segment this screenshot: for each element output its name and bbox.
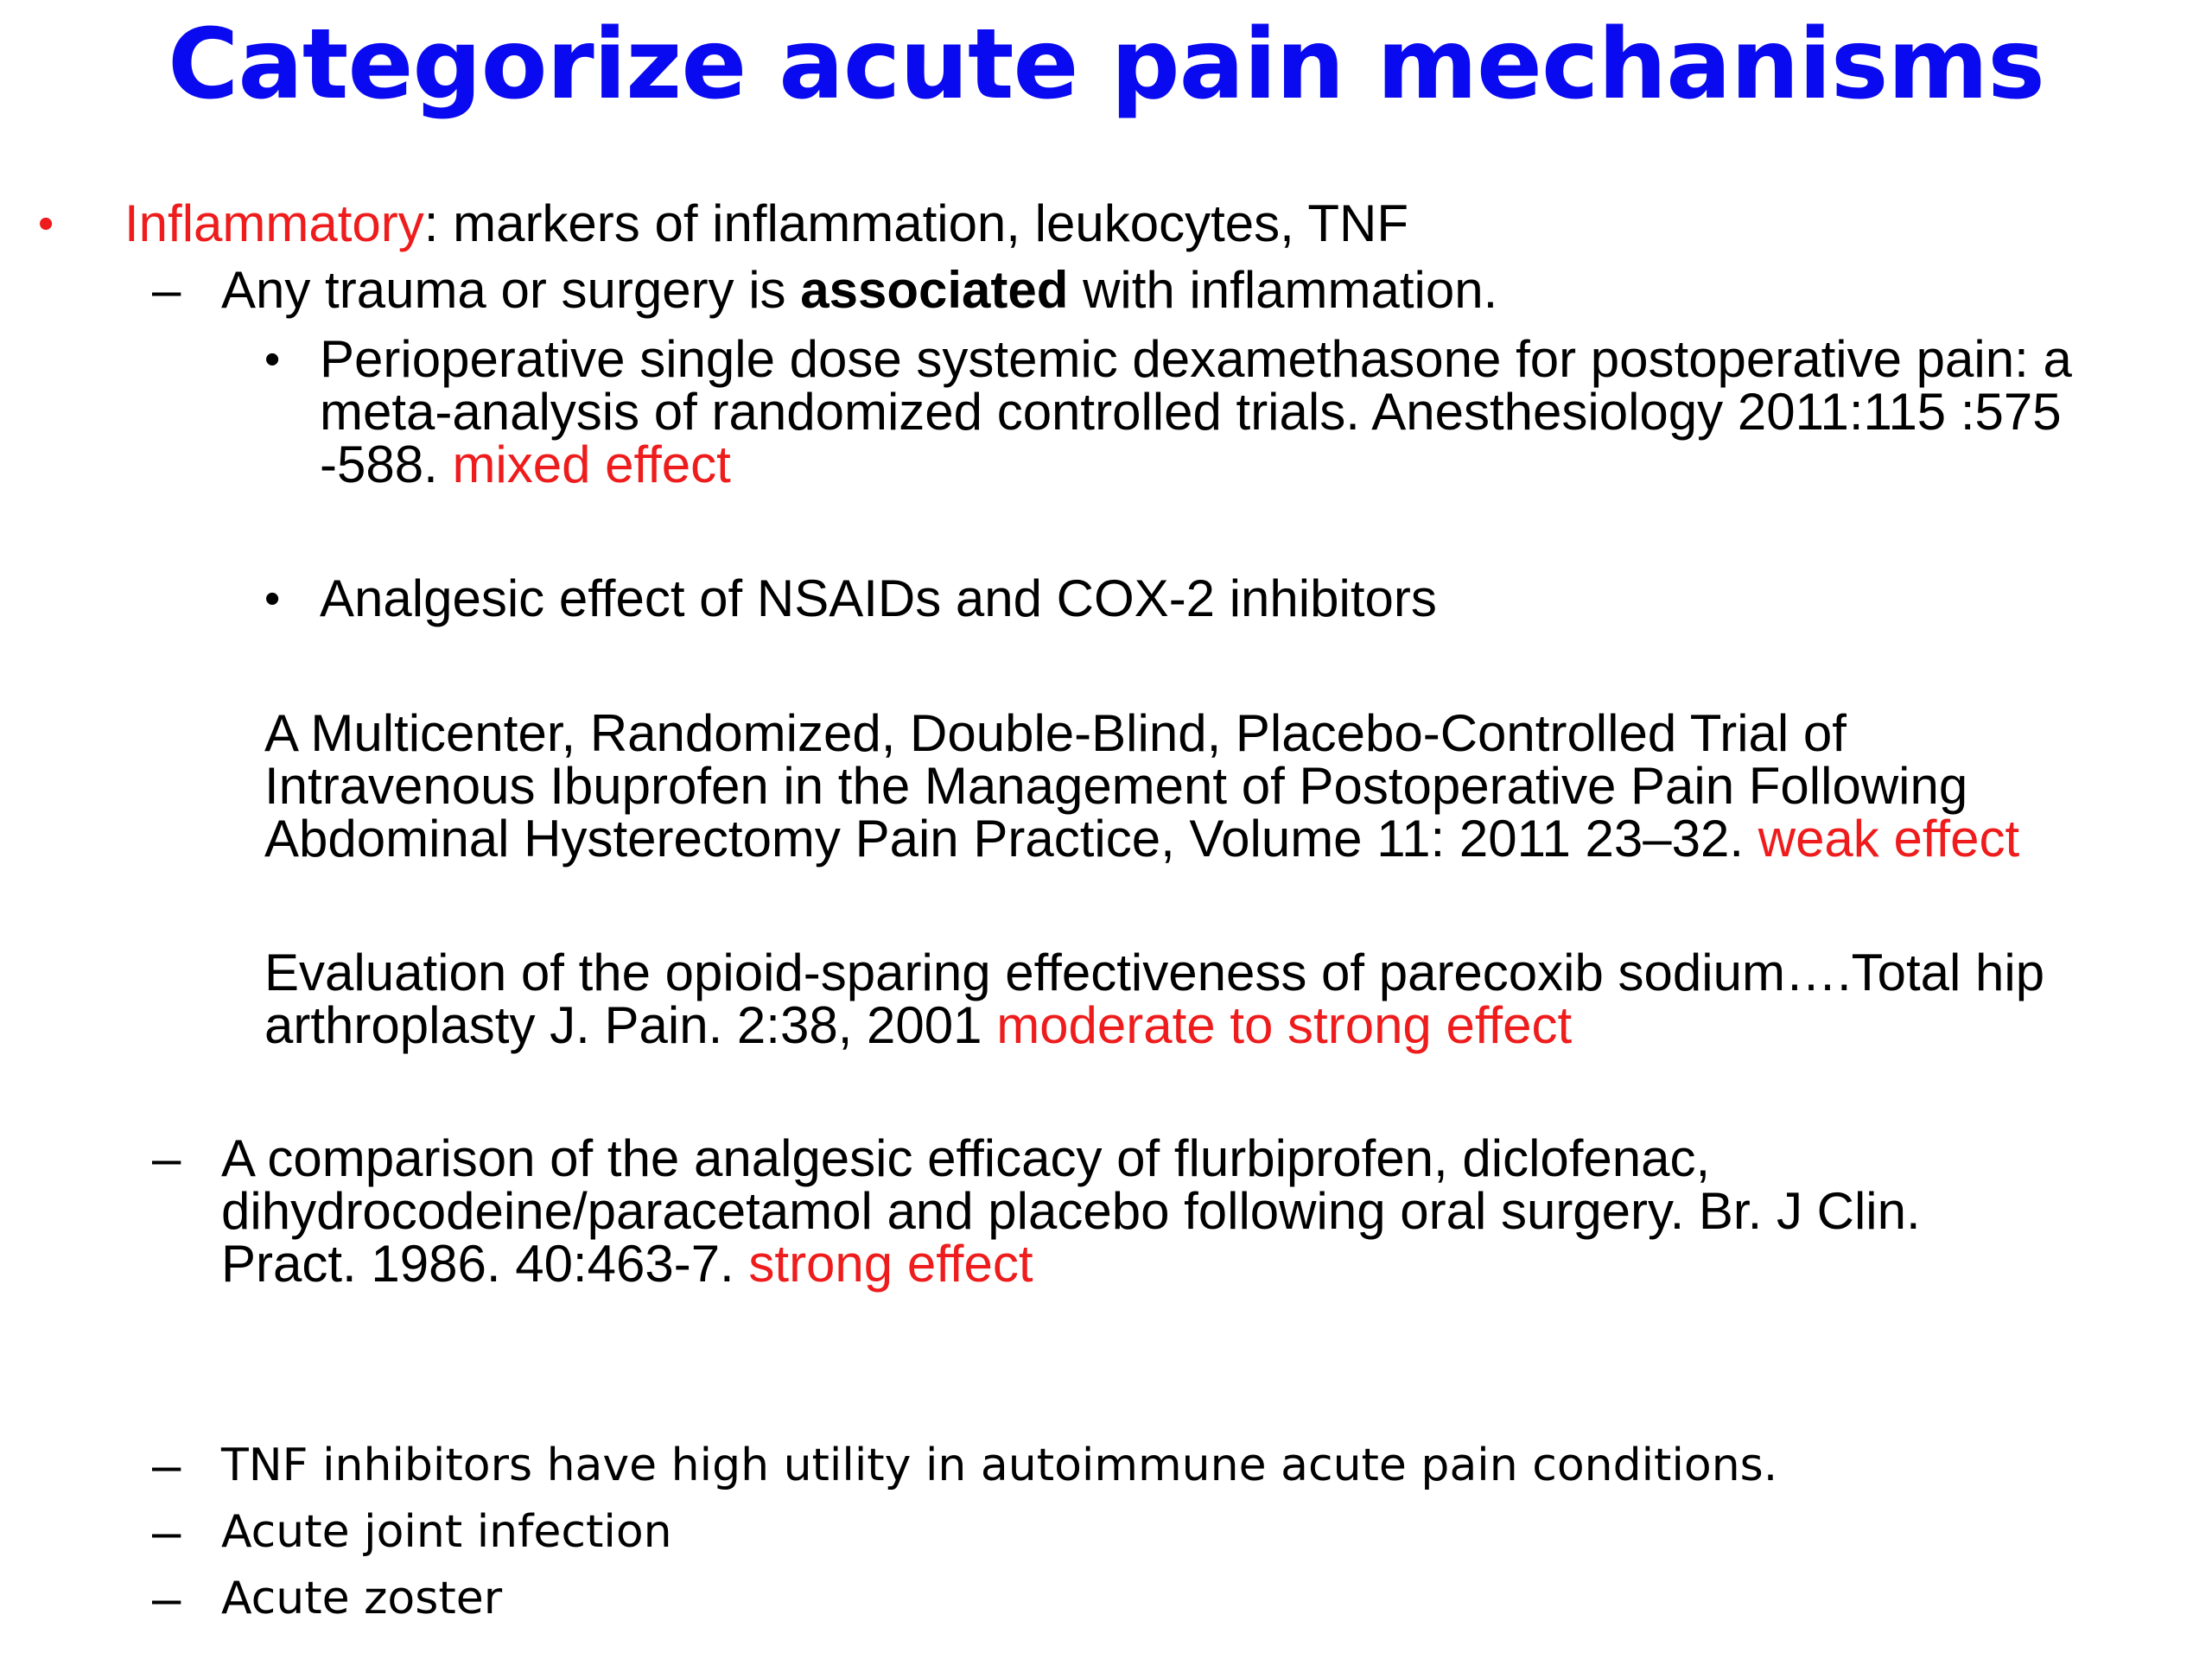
dash-marker: – <box>152 1436 181 1494</box>
ref-ibuprofen-line2: Intravenous Ibuprofen in the Management of Postoperative Pain Following <box>264 757 1968 815</box>
dot-marker: • <box>264 334 281 385</box>
sub-comparison-line3 <box>221 1237 1033 1291</box>
ref-dexamethasone-line1: Perioperative single dose systemic dexamethasone for postoperative pain: a <box>320 330 2072 388</box>
dot-marker: • <box>264 574 281 624</box>
sub-joint-infection: Acute joint infection <box>221 1506 672 1558</box>
bullet-marker: • <box>38 199 54 249</box>
dash-marker: – <box>152 1129 181 1187</box>
sub-tnf-inhibitors: TNF inhibitors have high utility in autoimmune acute pain conditions. <box>221 1440 1778 1491</box>
effect-strong: strong effect <box>748 1235 1033 1293</box>
sub-trauma-bold: associated <box>800 261 1069 319</box>
dash-marker: – <box>152 1569 181 1627</box>
dash-marker: – <box>152 1503 181 1560</box>
ref-dexamethasone-line3 <box>320 435 731 493</box>
ref-parecoxib-line2 <box>264 996 1573 1054</box>
sub-trauma-post: with inflammation. <box>1068 261 1498 319</box>
sub-comparison-citation: Pract. 1986. 40:463-7. <box>221 1235 749 1293</box>
ref-ibuprofen-line3 <box>264 812 2019 866</box>
effect-mixed: mixed effect <box>452 435 731 493</box>
ref-nsaids: Analgesic effect of NSAIDs and COX-2 inhibitors <box>320 569 1437 627</box>
bullet-inflammatory <box>124 194 1409 252</box>
sub-comparison-line1: A comparison of the analgesic efficacy of flurbiprofen, diclofenac, <box>221 1129 1711 1187</box>
inflammatory-label: Inflammatory <box>124 194 424 252</box>
ref-ibuprofen-citation: Abdominal Hysterectomy Pain Practice, Volume 11: 2011 23–32. <box>264 810 1758 868</box>
sub-trauma <box>221 261 1498 319</box>
ref-ibuprofen-line1: A Multicenter, Randomized, Double-Blind, Placebo-Controlled Trial of <box>264 704 1847 762</box>
ref-dexamethasone-line2: meta-analysis of randomized controlled trials. Anesthesiology 2011:115 :575 <box>320 383 2062 441</box>
slide-title: Categorize acute pain mechanisms <box>168 9 2044 121</box>
sub-trauma-pre: Any trauma or surgery is <box>221 261 801 319</box>
effect-moderate-strong: moderate to strong effect <box>996 996 1573 1054</box>
inflammatory-text: : markers of inflammation, leukocytes, TNF <box>423 194 1409 252</box>
dash-marker: – <box>152 261 181 319</box>
sub-comparison-line2: dihydrocodeine/paracetamol and placebo following oral surgery. Br. J Clin. <box>221 1182 1921 1240</box>
effect-weak: weak effect <box>1758 810 2020 868</box>
ref-dexamethasone-citation: -588. <box>320 435 453 493</box>
ref-parecoxib-line1: Evaluation of the opioid-sparing effectiveness of parecoxib sodium….Total hip <box>264 944 2045 1001</box>
ref-parecoxib-citation: arthroplasty J. Pain. 2:38, 2001 <box>264 996 997 1054</box>
sub-acute-zoster: Acute zoster <box>221 1573 503 1624</box>
